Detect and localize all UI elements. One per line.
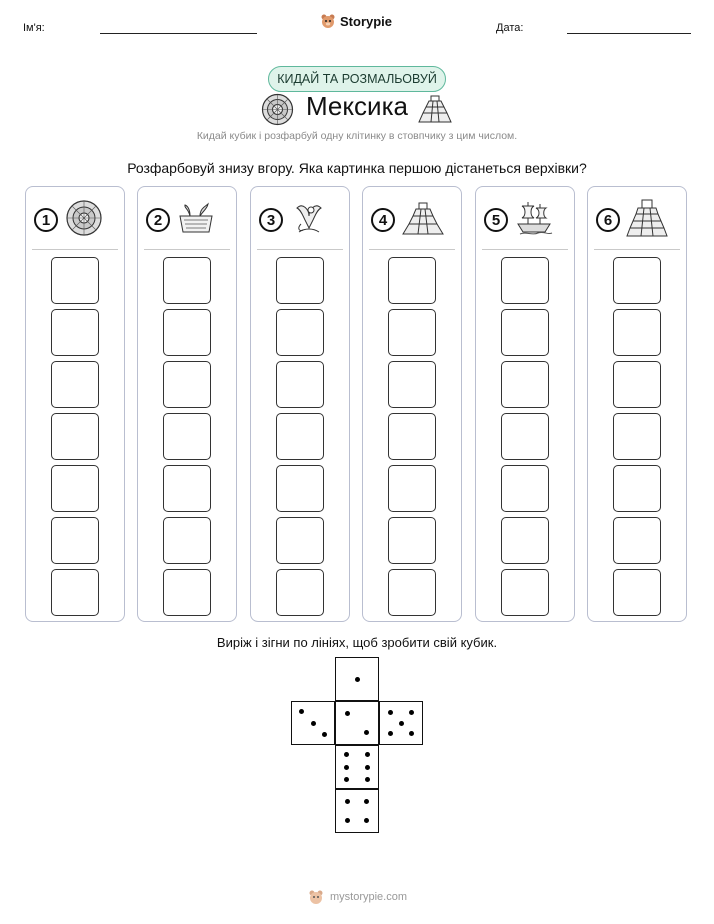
color-cell[interactable] <box>51 309 99 356</box>
eagle-icon <box>289 198 329 243</box>
color-cell[interactable] <box>388 257 436 304</box>
color-cell[interactable] <box>613 361 661 408</box>
color-cell[interactable] <box>51 257 99 304</box>
color-cell[interactable] <box>276 257 324 304</box>
ship-icon <box>514 198 554 243</box>
color-cell[interactable] <box>51 517 99 564</box>
date-label: Дата: <box>496 22 524 34</box>
color-cell[interactable] <box>613 517 661 564</box>
die-pip <box>355 677 360 682</box>
color-cell[interactable] <box>163 465 211 512</box>
color-cell[interactable] <box>501 413 549 460</box>
color-cell[interactable] <box>388 517 436 564</box>
column-divider <box>144 249 230 250</box>
die-face-1 <box>335 657 379 701</box>
die-pip <box>388 731 393 736</box>
color-cell[interactable] <box>51 569 99 616</box>
color-cell[interactable] <box>163 361 211 408</box>
color-cell[interactable] <box>276 569 324 616</box>
color-cell[interactable] <box>276 517 324 564</box>
die-pip <box>365 777 370 782</box>
column-divider <box>369 249 455 250</box>
column-header <box>34 203 118 237</box>
dice-column-1 <box>25 186 125 622</box>
color-cell[interactable] <box>51 413 99 460</box>
die-pip <box>365 765 370 770</box>
color-cell[interactable] <box>163 413 211 460</box>
coloring-instruction: Розфарбовуй знизу вгору. Яка картинка першою дістанеться верхівки? <box>127 160 587 176</box>
die-pip <box>364 799 369 804</box>
color-cell[interactable] <box>51 361 99 408</box>
column-header <box>371 203 455 237</box>
subtitle: Кидай кубик і розфарбуй одну клітинку в стовпчику з цим числом. <box>196 130 518 142</box>
dice-column-6 <box>587 186 687 622</box>
die-pip <box>344 765 349 770</box>
aztec-calendar-icon <box>64 198 104 243</box>
column-number: 2 <box>146 208 170 232</box>
column-number: 4 <box>371 208 395 232</box>
date-line[interactable] <box>567 33 691 34</box>
die-pip <box>345 711 350 716</box>
die-pip <box>311 721 316 726</box>
die-pip <box>399 721 404 726</box>
dice-column-2 <box>137 186 237 622</box>
die-face-6 <box>335 745 379 789</box>
bear-logo-icon <box>320 13 336 29</box>
column-number: 1 <box>34 208 58 232</box>
color-cell[interactable] <box>501 569 549 616</box>
color-cell[interactable] <box>613 257 661 304</box>
die-pip <box>344 777 349 782</box>
column-divider <box>32 249 118 250</box>
color-cell[interactable] <box>388 569 436 616</box>
page-title: Мексика <box>305 91 408 121</box>
die-pip <box>409 710 414 715</box>
die-pip <box>388 710 393 715</box>
die-face-5 <box>379 701 423 745</box>
color-cell[interactable] <box>163 569 211 616</box>
die-face-4 <box>335 789 379 833</box>
activity-pill: КИДАЙ ТА РОЗМАЛЬОВУЙ <box>268 66 446 92</box>
brand-logo <box>320 13 392 29</box>
die-pip <box>364 818 369 823</box>
die-face-2 <box>335 701 379 745</box>
column-header <box>259 203 343 237</box>
bear-footer-icon <box>308 889 324 905</box>
color-cell[interactable] <box>501 309 549 356</box>
color-cell[interactable] <box>276 413 324 460</box>
die-pip <box>409 731 414 736</box>
color-cell[interactable] <box>501 257 549 304</box>
color-cell[interactable] <box>388 309 436 356</box>
column-number: 6 <box>596 208 620 232</box>
color-cell[interactable] <box>501 517 549 564</box>
column-header <box>596 203 680 237</box>
brand-name: Storypie <box>340 13 393 29</box>
color-cell[interactable] <box>388 361 436 408</box>
color-cell[interactable] <box>276 361 324 408</box>
cut-instruction: Виріж і зігни по лініях, щоб зробити свій кубик. <box>216 635 498 650</box>
color-cell[interactable] <box>163 257 211 304</box>
color-cell[interactable] <box>613 309 661 356</box>
die-pip <box>364 730 369 735</box>
color-cell[interactable] <box>501 361 549 408</box>
color-cell[interactable] <box>163 309 211 356</box>
die-pip <box>365 752 370 757</box>
column-divider <box>257 249 343 250</box>
color-cell[interactable] <box>501 465 549 512</box>
column-number: 3 <box>259 208 283 232</box>
planter-box-icon <box>176 198 216 243</box>
color-cell[interactable] <box>163 517 211 564</box>
die-pip <box>322 732 327 737</box>
column-divider <box>482 249 568 250</box>
color-cell[interactable] <box>276 465 324 512</box>
die-pip <box>344 752 349 757</box>
dice-column-5 <box>475 186 575 622</box>
color-cell[interactable] <box>51 465 99 512</box>
color-cell[interactable] <box>613 465 661 512</box>
footer <box>308 889 407 905</box>
color-cell[interactable] <box>388 465 436 512</box>
name-line[interactable] <box>100 33 257 34</box>
column-divider <box>594 249 680 250</box>
dice-column-4 <box>362 186 462 622</box>
column-number: 5 <box>484 208 508 232</box>
name-label: Ім'я: <box>23 22 45 34</box>
die-face-3 <box>291 701 335 745</box>
column-header <box>484 203 568 237</box>
temple-icon <box>626 198 668 243</box>
color-cell[interactable] <box>613 569 661 616</box>
die-pip <box>345 818 350 823</box>
footer-url: mystorypie.com <box>330 891 408 903</box>
column-header <box>146 203 230 237</box>
dice-column-3 <box>250 186 350 622</box>
color-cell[interactable] <box>276 309 324 356</box>
die-pip <box>299 709 304 714</box>
die-pip <box>345 799 350 804</box>
pyramid-title-icon <box>418 94 452 124</box>
color-cell[interactable] <box>388 413 436 460</box>
pyramid-icon <box>401 200 445 241</box>
color-cell[interactable] <box>613 413 661 460</box>
